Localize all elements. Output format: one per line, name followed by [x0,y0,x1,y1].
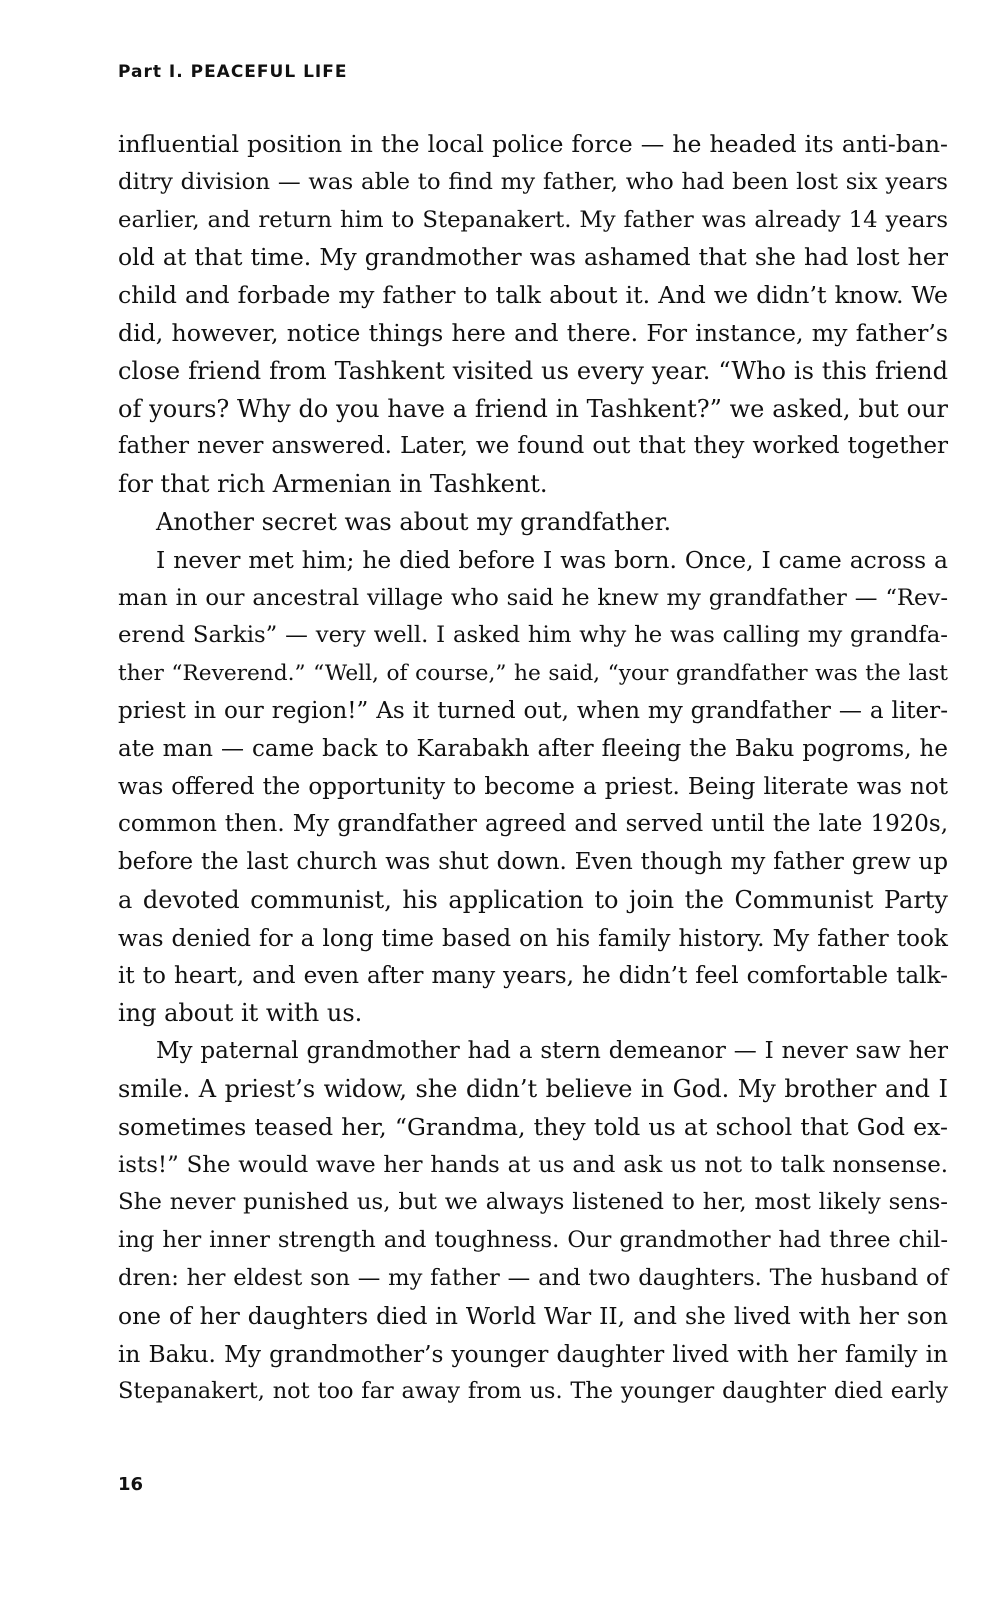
text-line: smile. A priest’s widow, she didn’t believe in God. My brother and I [118,1074,948,1103]
text-line: was offered the opportunity to become a priest. Being literate was not [118,773,948,800]
text-line: close friend from Tashkent visited us every year. “Who is this friend [118,356,948,385]
text-line: ditry division — was able to find my father, who had been lost six years [118,168,948,195]
text-line: before the last church was shut down. Even though my father grew up [118,849,948,876]
text-line: for that rich Armenian in Tashkent. [118,470,548,499]
text-line: ists!” She would wave her hands at us and ask us not to talk nonsense. [118,1151,948,1178]
text-line: old at that time. My grandmother was ashamed that she had lost her [118,243,948,272]
text-line: a devoted communist, his application to join the Communist Party [118,885,948,914]
text-line: was denied for a long time based on his family history. My father took [118,924,948,952]
text-line: common then. My grandfather agreed and served until the late 1920s, [118,811,948,838]
text-line: priest in our region!” As it turned out, when my grandfather — a liter- [118,697,948,724]
text-line: ate man — came back to Karabakh after fleeing the Baku pogroms, he [118,735,948,762]
page-number: 16 [118,1474,144,1495]
text-line: influential position in the local police force — he headed its anti-ban- [118,130,948,158]
text-line: Stepanakert, not too far away from us. The younger daughter died early [118,1378,948,1405]
text-line: I never met him; he died before I was born. Once, I came across a [156,545,948,574]
running-head: Part I. PEACEFUL LIFE [118,62,348,82]
text-line: Another secret was about my grandfather. [156,507,672,536]
text-line: did, however, notice things here and there. For instance, my father’s [118,318,948,347]
text-line: earlier, and return him to Stepanakert. My father was already 14 years [118,206,948,233]
text-line: She never punished us, but we always listened to her, most likely sens- [118,1189,948,1216]
text-line: of yours? Why do you have a friend in Tashkent?” we asked, but our [118,394,948,423]
text-line: ing her inner strength and toughness. Our grandmother had three chil- [118,1227,948,1254]
text-line: ing about it with us. [118,999,363,1028]
text-line: dren: her eldest son — my father — and two daughters. The husband of [118,1264,948,1291]
text-line: child and forbade my father to talk about it. And we didn’t know. We [118,281,948,310]
text-line: erend Sarkis” — very well. I asked him why he was calling my grandfa- [118,622,948,649]
text-line: it to heart, and even after many years, he didn’t feel comfortable talk- [118,962,948,989]
body-text [118,126,948,1411]
text-line: sometimes teased her, “Grandma, they told us at school that God ex- [118,1112,948,1141]
text-line: father never answered. Later, we found out that they worked together [118,433,948,460]
text-line: My paternal grandmother had a stern demeanor — I never saw her [156,1038,948,1065]
text-line: one of her daughters died in World War II, and she lived with her son [118,1301,948,1330]
text-line: in Baku. My grandmother’s younger daughter lived with her family in [118,1340,948,1368]
text-line: man in our ancestral village who said he knew my grandfather — “Rev- [118,584,948,611]
text-line: ther “Reverend.” “Well, of course,” he said, “your grandfather was the last [118,661,948,687]
